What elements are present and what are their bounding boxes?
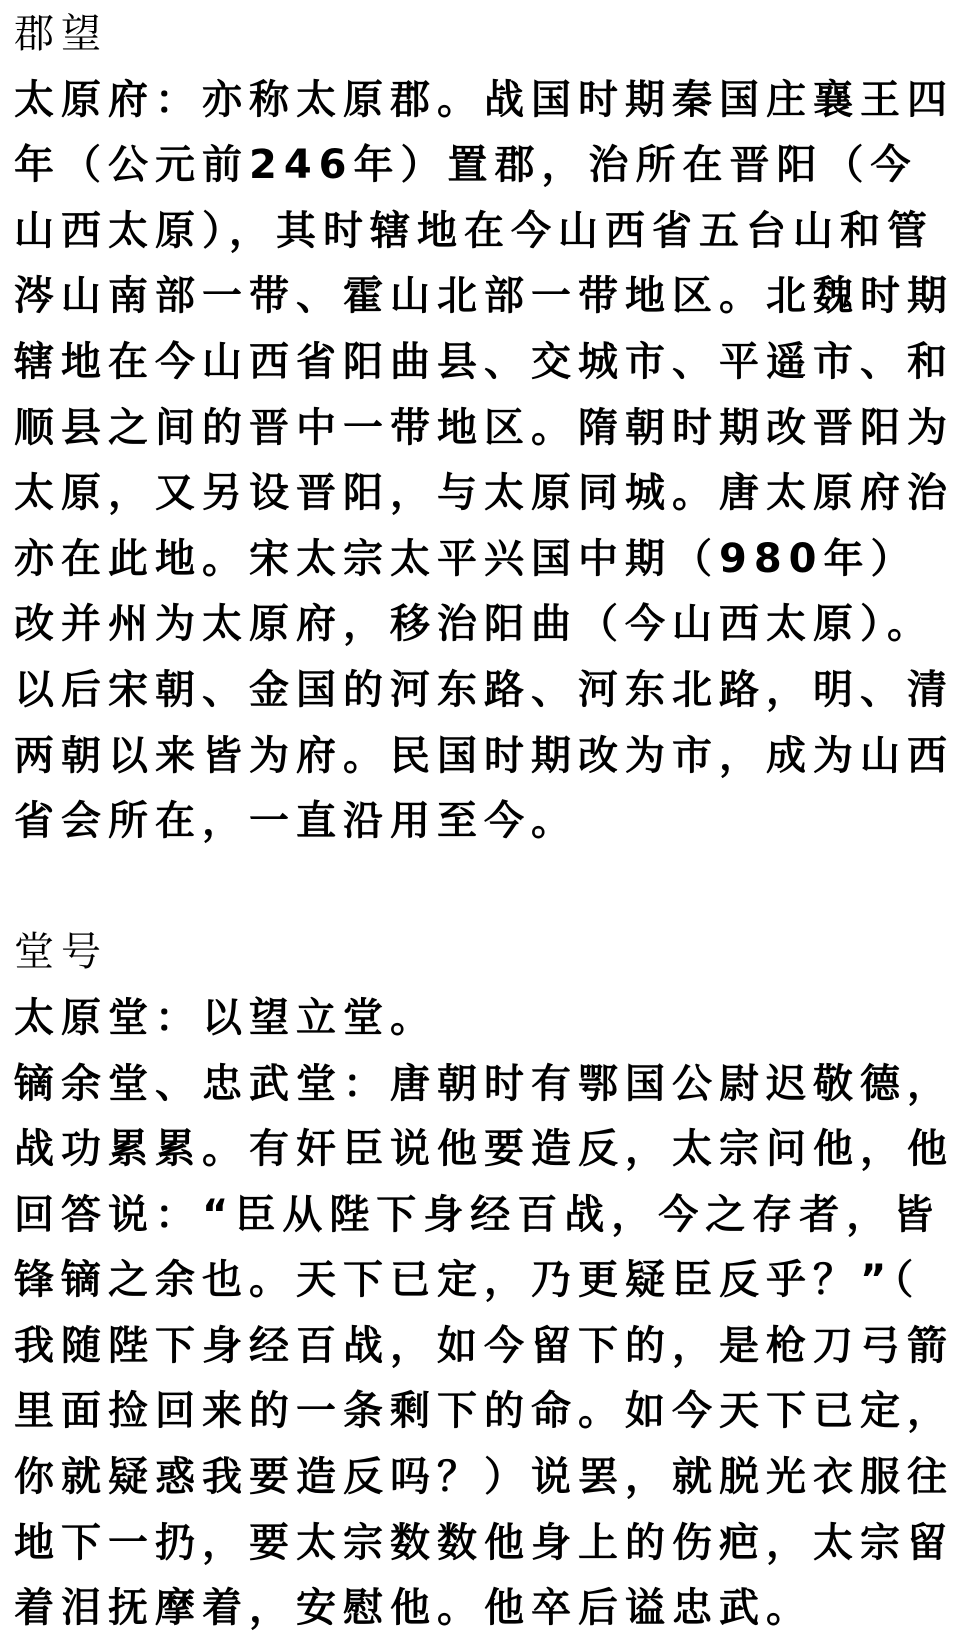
section-gap	[14, 855, 970, 921]
text-line: 太原堂：以望立堂。	[14, 994, 437, 1041]
text-line: 辖地在今山西省阳曲县、交城市、平遥市、和	[14, 338, 954, 385]
text-line: 镝余堂、忠武堂：唐朝时有鄂国公尉迟敬德，	[14, 1060, 954, 1107]
text-line: 两朝以来皆为府。民国时期改为市，成为山西	[14, 732, 954, 779]
text-line: 改并州为太原府，移治阳曲（今山西太原）。	[14, 601, 934, 648]
text-line: 省会所在，一直沿用至今。	[14, 798, 578, 845]
text-line: 太原府：亦称太原郡。战国时期秦国庄襄王四	[14, 76, 954, 123]
text-line: 地下一扔，要太宗数数他身上的伤疤，太宗留	[14, 1519, 954, 1566]
text-line: 以后宋朝、金国的河东路、河东北路，明、清	[14, 666, 954, 713]
text-line: 亦在此地。宋太宗太平兴国中期（980年）	[14, 535, 918, 582]
text-line: 顺县之间的晋中一带地区。隋朝时期改晋阳为	[14, 404, 954, 451]
text-line: 战功累累。有奸臣说他要造反，太宗问他，他	[14, 1126, 954, 1173]
document-page	[14, 2, 970, 1642]
text-line: 你就疑惑我要造反吗？）说罢，就脱光衣服往	[14, 1454, 954, 1501]
text-line: 里面捡回来的一条剩下的命。如今天下已定，	[14, 1388, 954, 1435]
text-line: 着泪抚摩着，安慰他。他卒后谥忠武。	[14, 1585, 813, 1632]
text-line: 我随陛下身经百战，如今留下的，是枪刀弓箭	[14, 1322, 954, 1369]
text-line: 年（公元前246年）置郡，治所在晋阳（今	[14, 142, 918, 189]
text-line: 山西太原），其时辖地在今山西省五台山和管	[14, 207, 934, 254]
section-heading: 堂号	[14, 929, 108, 976]
text-line: 回答说：“臣从陛下身经百战，今之存者，皆	[14, 1191, 941, 1238]
text-line: 锋镝之余也。天下已定，乃更疑臣反乎？”（	[14, 1257, 921, 1304]
text-line: 太原，又另设晋阳，与太原同城。唐太原府治	[14, 470, 954, 517]
text-line: 涔山南部一带、霍山北部一带地区。北魏时期	[14, 273, 954, 320]
section-heading: 郡望	[14, 11, 108, 57]
section-tanghao	[14, 920, 970, 1642]
section-junwang	[14, 2, 970, 855]
